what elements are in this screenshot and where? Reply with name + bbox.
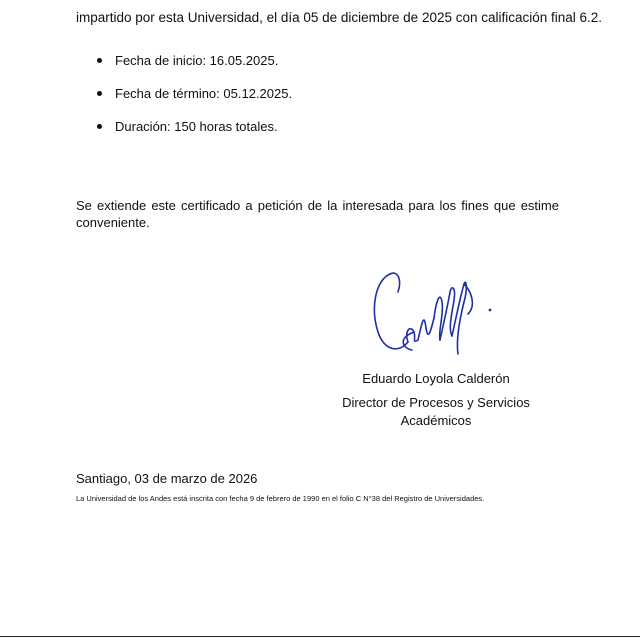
bullet-icon [97, 124, 102, 129]
bullet-icon [97, 91, 102, 96]
signer-title: Director de Procesos y Servicios Académicos [342, 395, 530, 428]
place-date: Santiago, 03 de marzo de 2026 [76, 471, 258, 486]
detail-text: Fecha de inicio: 16.05.2025. [115, 53, 279, 68]
bullet-icon [97, 58, 102, 63]
detail-end-date [76, 85, 292, 118]
registry-footnote: La Universidad de los Andes está inscrita con fecha 9 de febrero de 1990 en el folio C N°38 del Registro de Universidades. [76, 494, 485, 503]
handwritten-signature [368, 262, 498, 362]
detail-text: Fecha de término: 05.12.2025. [115, 86, 293, 101]
detail-text: Duración: 150 horas totales. [115, 119, 278, 134]
signer-name: Eduardo Loyola Calderón [362, 371, 510, 386]
course-details-list [76, 52, 292, 151]
detail-start-date [76, 52, 292, 85]
detail-duration [76, 118, 292, 151]
page-bottom-divider [0, 636, 640, 637]
intro-line: impartido por esta Universidad, el día 05 de diciembre de 2025 con calificación final 6.2. [76, 10, 603, 25]
signature-icon [368, 262, 498, 362]
closing-paragraph: Se extiende este certificado a petición de la interesada para los fines que estime conveniente. [76, 198, 559, 230]
